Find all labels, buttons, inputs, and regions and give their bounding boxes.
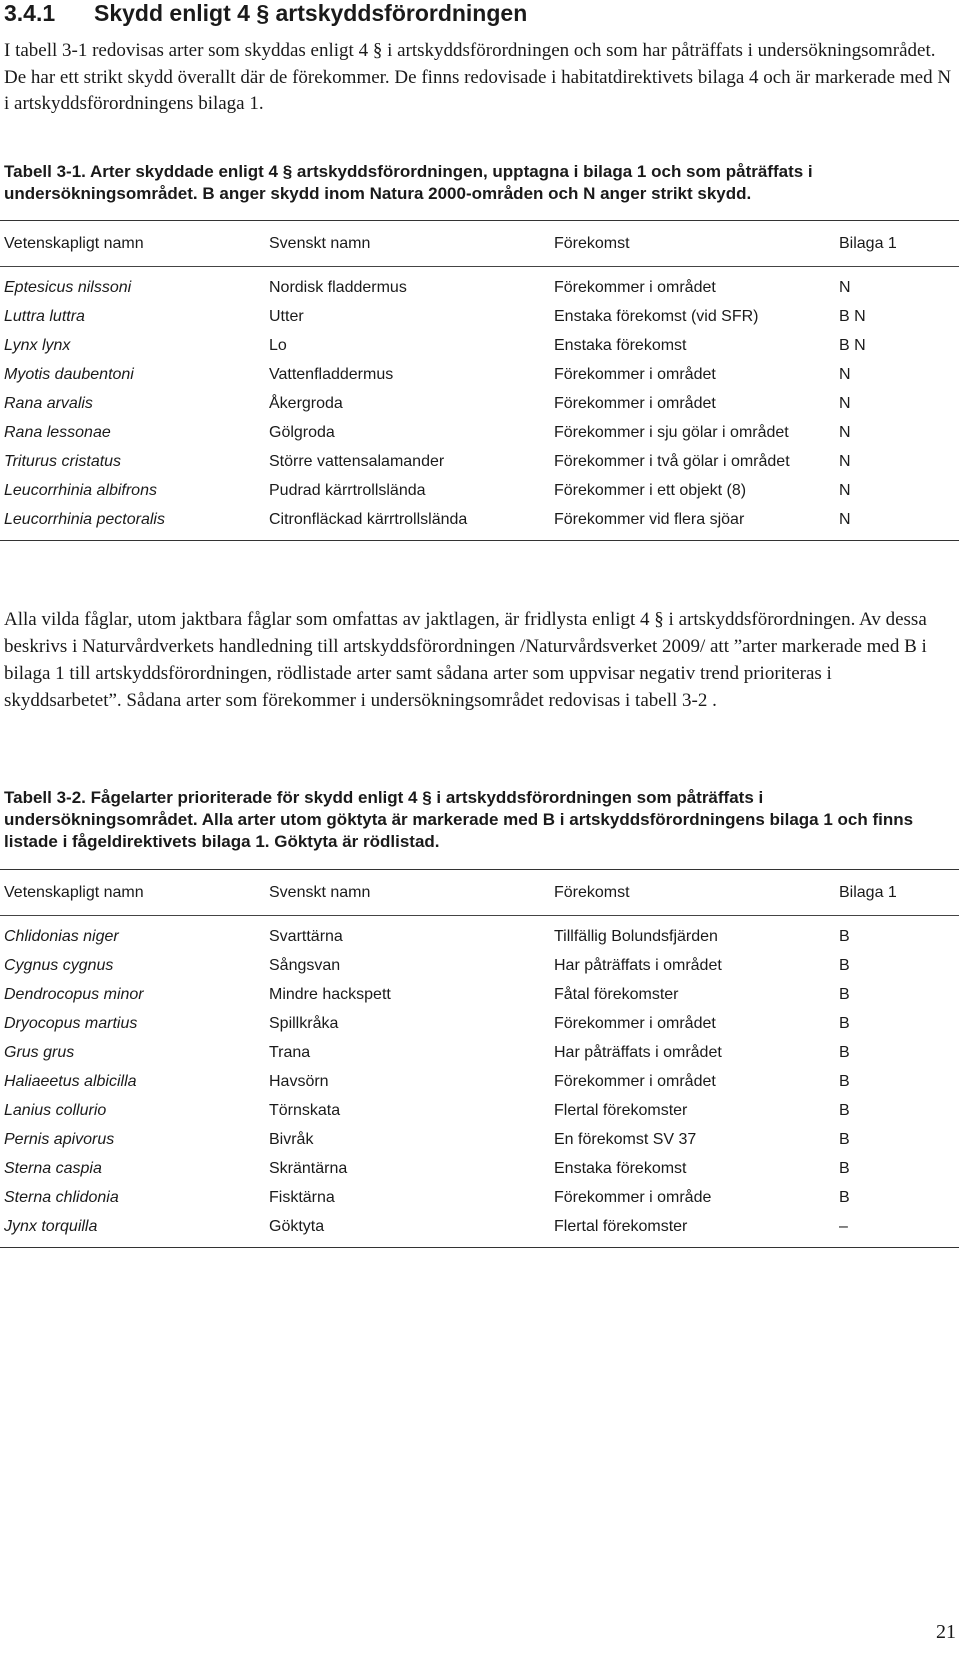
scientific-name: Sterna chlidonia	[4, 1188, 119, 1206]
scientific-name: Leucorrhinia albifrons	[4, 481, 157, 499]
scientific-name: Leucorrhinia pectoralis	[4, 510, 165, 528]
swedish-name: Göktyta	[269, 1217, 325, 1235]
table2-label: Tabell 3-2.	[4, 788, 86, 807]
table-row	[0, 447, 959, 476]
occurrence: Förekommer i ett objekt (8)	[554, 481, 747, 499]
swedish-name: Trana	[269, 1043, 311, 1061]
table-row	[0, 267, 959, 303]
table-row	[0, 302, 959, 331]
occurrence: Förekommer vid flera sjöar	[554, 510, 745, 528]
annex1: B	[839, 956, 850, 974]
occurrence: Har påträffats i området	[554, 1043, 722, 1061]
occurrence: Flertal förekomster	[554, 1101, 688, 1119]
annex1: B	[839, 1159, 850, 1177]
occurrence: Förekommer i området	[554, 365, 716, 383]
table-row	[0, 331, 959, 360]
swedish-name: Havsörn	[269, 1072, 329, 1090]
header-occurrence: Förekomst	[550, 221, 835, 267]
scientific-name: Lynx lynx	[4, 336, 71, 354]
table2-caption	[4, 787, 954, 853]
swedish-name: Sångsvan	[269, 956, 341, 974]
table-header-row	[0, 870, 959, 916]
table-row	[0, 418, 959, 447]
protected-species-table	[0, 220, 959, 541]
header-occurrence: Förekomst	[550, 870, 835, 916]
table-row	[0, 1096, 959, 1125]
table-row	[0, 916, 959, 952]
occurrence: Förekommer i området	[554, 1072, 716, 1090]
table-row	[0, 389, 959, 418]
annex1: B N	[839, 307, 866, 325]
table1-caption	[4, 161, 954, 205]
scientific-name: Cygnus cygnus	[4, 956, 114, 974]
scientific-name: Dendrocopus minor	[4, 985, 144, 1003]
table-row	[0, 476, 959, 505]
occurrence: Förekommer i område	[554, 1188, 712, 1206]
table1-caption-text: Arter skyddade enligt 4 § artskyddsförordningen, upptagna i bilaga 1 och som påträffats i undersökningsområdet. B anger skydd inom Natura 2000-områden och N anger strikt skydd.	[4, 162, 813, 203]
annex1: –	[839, 1217, 848, 1235]
swedish-name: Spillkråka	[269, 1014, 339, 1032]
scientific-name: Triturus cristatus	[4, 452, 122, 470]
annex1: B	[839, 1072, 850, 1090]
swedish-name: Större vattensalamander	[269, 452, 445, 470]
table-header-row	[0, 221, 959, 267]
scientific-name: Dryocopus martius	[4, 1014, 138, 1032]
scientific-name: Pernis apivorus	[4, 1130, 115, 1148]
occurrence: Flertal förekomster	[554, 1217, 688, 1235]
priority-birds-table	[0, 869, 959, 1248]
table-row	[0, 1183, 959, 1212]
scientific-name: Rana lessonae	[4, 423, 111, 441]
occurrence: Enstaka förekomst	[554, 336, 687, 354]
occurrence: Förekommer i två gölar i området	[554, 452, 790, 470]
annex1: B	[839, 985, 850, 1003]
swedish-name: Fisktärna	[269, 1188, 335, 1206]
swedish-name: Skräntärna	[269, 1159, 348, 1177]
annex1: N	[839, 510, 851, 528]
swedish-name: Vattenfladdermus	[269, 365, 394, 383]
header-annex1: Bilaga 1	[835, 221, 959, 267]
annex1: B N	[839, 336, 866, 354]
header-annex1: Bilaga 1	[835, 870, 959, 916]
occurrence: Förekommer i området	[554, 394, 716, 412]
swedish-name: Svarttärna	[269, 927, 343, 945]
occurrence: Tillfällig Bolundsfjärden	[554, 927, 718, 945]
occurrence: En förekomst SV 37	[554, 1130, 697, 1148]
scientific-name: Luttra luttra	[4, 307, 85, 325]
header-swedish-name: Svenskt namn	[265, 870, 550, 916]
annex1: B	[839, 1101, 850, 1119]
swedish-name: Lo	[269, 336, 287, 354]
scientific-name: Rana arvalis	[4, 394, 93, 412]
annex1: B	[839, 1188, 850, 1206]
swedish-name: Åkergroda	[269, 394, 343, 412]
section-heading	[4, 0, 527, 27]
annex1: N	[839, 452, 851, 470]
occurrence: Har påträffats i området	[554, 956, 722, 974]
table-row	[0, 1154, 959, 1183]
table-row	[0, 1125, 959, 1154]
table-row	[0, 980, 959, 1009]
table-row	[0, 1212, 959, 1248]
annex1: B	[839, 1130, 850, 1148]
swedish-name: Nordisk fladdermus	[269, 278, 407, 296]
annex1: N	[839, 365, 851, 383]
header-scientific-name: Vetenskapligt namn	[0, 870, 265, 916]
occurrence: Fåtal förekomster	[554, 985, 679, 1003]
scientific-name: Grus grus	[4, 1043, 75, 1061]
swedish-name: Utter	[269, 307, 304, 325]
swedish-name: Mindre hackspett	[269, 985, 391, 1003]
table-row	[0, 1067, 959, 1096]
header-swedish-name: Svenskt namn	[265, 221, 550, 267]
swedish-name: Citronfläckad kärrtrollslända	[269, 510, 468, 528]
section-title: Skydd enligt 4 § artskyddsförordningen	[94, 0, 528, 26]
swedish-name: Gölgroda	[269, 423, 335, 441]
birds-paragraph: Alla vilda fåglar, utom jaktbara fåglar som omfattas av jaktlagen, är fridlysta enligt 4 § i artskyddsförordningen. Av dessa beskrivs i Naturvårdverkets handledning till artskyddsförordningen /Naturvårdsverket 2009/ att ”arter markerade med B i bilaga 1 till artskyddsförordningen, rödlistade arter samt sådana arter som uppvisar negativ trend prioriteras i skyddsarbetet”. Sådana arter som förekommer i undersökningsområdet redovisas i tabell 3-2 .	[4, 609, 927, 711]
scientific-name: Myotis daubentoni	[4, 365, 134, 383]
table-row	[0, 505, 959, 541]
header-scientific-name: Vetenskapligt namn	[0, 221, 265, 267]
annex1: N	[839, 481, 851, 499]
table1-label: Tabell 3-1.	[4, 162, 86, 181]
scientific-name: Jynx torquilla	[4, 1217, 98, 1235]
table-row	[0, 1038, 959, 1067]
scientific-name: Lanius collurio	[4, 1101, 107, 1119]
annex1: B	[839, 1014, 850, 1032]
page-number: 21	[936, 1621, 956, 1643]
occurrence: Enstaka förekomst (vid SFR)	[554, 307, 759, 325]
intro-paragraph: I tabell 3-1 redovisas arter som skyddas enligt 4 § i artskyddsförordningen och som har påträffats i undersökningsområdet. De har ett strikt skydd överallt där de förekommer. De finns redovisade i habitatdirektivets bilaga 4 och är markerade med N i artskyddsförordningens bilaga 1.	[4, 40, 952, 114]
annex1: B	[839, 927, 850, 945]
scientific-name: Sterna caspia	[4, 1159, 102, 1177]
section-number: 3.4.1	[4, 0, 56, 26]
scientific-name: Haliaeetus albicilla	[4, 1072, 137, 1090]
table-row	[0, 951, 959, 980]
annex1: B	[839, 1043, 850, 1061]
occurrence: Enstaka förekomst	[554, 1159, 687, 1177]
table-row	[0, 360, 959, 389]
occurrence: Förekommer i området	[554, 1014, 716, 1032]
swedish-name: Bivråk	[269, 1130, 314, 1148]
table2-caption-text: Fågelarter prioriterade för skydd enligt 4 § i artskyddsförordningen som påträffats i undersökningsområdet. Alla arter utom göktyta är markerade med B i artskyddsförordningens bilaga 1 och finns listade i fågeldirektivets bilaga 1. Göktyta är rödlistad.	[4, 788, 914, 851]
scientific-name: Eptesicus nilssoni	[4, 278, 132, 296]
annex1: N	[839, 423, 851, 441]
table-row	[0, 1009, 959, 1038]
annex1: N	[839, 278, 851, 296]
annex1: N	[839, 394, 851, 412]
occurrence: Förekommer i sju gölar i området	[554, 423, 789, 441]
occurrence: Förekommer i området	[554, 278, 716, 296]
swedish-name: Törnskata	[269, 1101, 341, 1119]
scientific-name: Chlidonias niger	[4, 927, 119, 945]
swedish-name: Pudrad kärrtrollslända	[269, 481, 426, 499]
